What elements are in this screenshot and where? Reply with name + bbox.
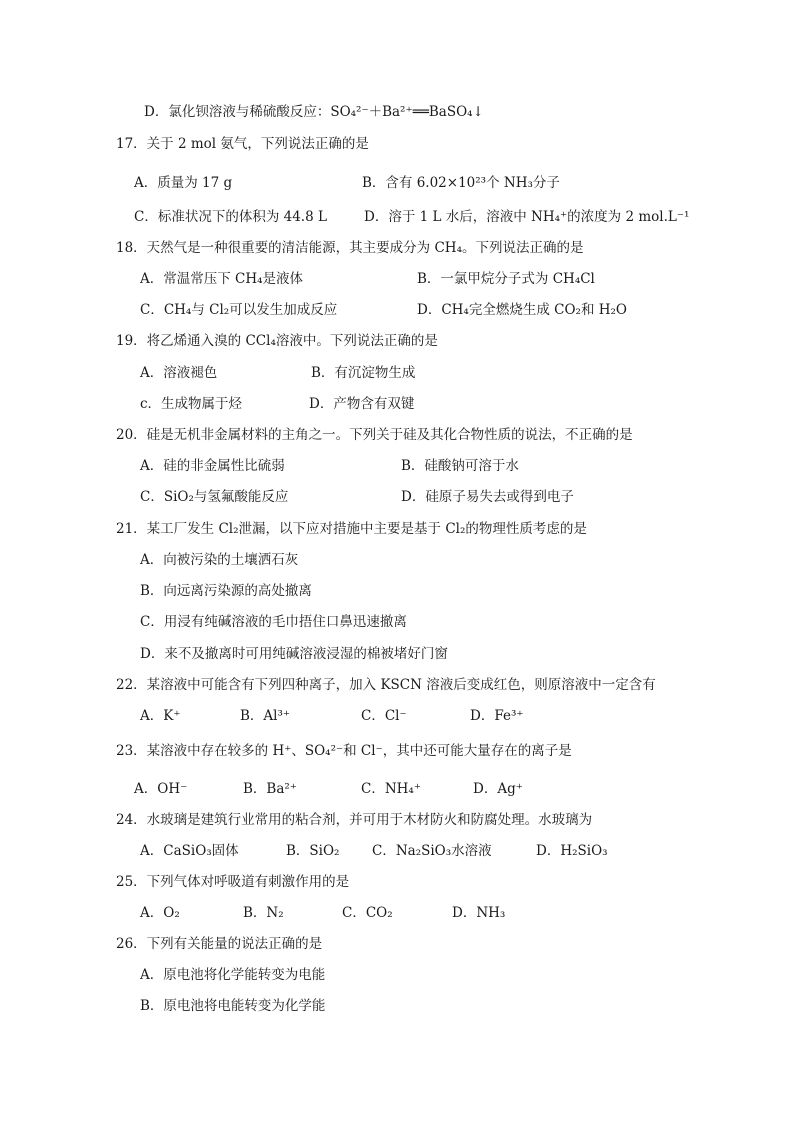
q24-option-c: C．Na₂SiO₃水溶液 — [372, 843, 492, 859]
q17-option-d: D．溶于 1 L 水后，溶液中 NH₄⁺的浓度为 2 mol.L⁻¹ — [364, 209, 690, 225]
q19-option-a: A．溶液褪色 — [140, 365, 218, 381]
question-22: 22．某溶液中可能含有下列四种离子，加入 KSCN 溶液后变成红色，则原溶液中一定含有 — [116, 677, 656, 693]
q18-option-b: B．一氯甲烷分子式为 CH₄Cl — [417, 271, 595, 287]
q21-option-d: D．来不及撤离时可用纯碱溶液浸湿的棉被堵好门窗 — [140, 646, 448, 662]
q24-option-d: D．H₂SiO₃ — [536, 843, 608, 859]
question-19: 19．将乙烯通入溴的 CCl₄溶液中。下列说法正确的是 — [116, 333, 438, 349]
q26-option-a: A．原电池将化学能转变为电能 — [140, 967, 326, 983]
question-26: 26．下列有关能量的说法正确的是 — [116, 936, 323, 952]
q24-option-a: A．CaSiO₃固体 — [140, 843, 239, 859]
q26-option-b: B．原电池将电能转变为化学能 — [140, 998, 326, 1014]
q23-option-d: D．Ag⁺ — [473, 781, 523, 797]
q21-option-b: B．向远离污染源的高处撤离 — [140, 583, 312, 599]
question-20: 20．硅是无机非金属材料的主角之一。下列关于硅及其化合物性质的说法，不正确的是 — [116, 427, 633, 443]
q17-option-b: B．含有 6.02×10²³个 NH₃分子 — [362, 175, 560, 191]
q16-option-d: D．氯化钡溶液与稀硫酸反应：SO₄²⁻＋Ba²⁺══BaSO₄↓ — [144, 104, 484, 120]
q17-option-a: A．质量为 17 g — [134, 175, 233, 191]
q20-option-a: A．硅的非金属性比硫弱 — [140, 458, 285, 474]
q24-option-b: B．SiO₂ — [286, 843, 340, 859]
q25-option-b: B．N₂ — [243, 905, 284, 921]
question-18: 18．天然气是一种很重要的清洁能源，其主要成分为 CH₄。下列说法正确的是 — [116, 240, 584, 256]
q22-option-d: D．Fe³⁺ — [470, 708, 524, 724]
q22-option-a: A．K⁺ — [140, 708, 181, 724]
q19-option-c: c．生成物属于烃 — [140, 396, 243, 412]
q25-option-d: D．NH₃ — [452, 905, 506, 921]
question-24: 24．水玻璃是建筑行业常用的粘合剂，并可用于木材防火和防腐处理。水玻璃为 — [116, 812, 593, 828]
q19-option-b: B．有沉淀物生成 — [311, 365, 416, 381]
q23-option-b: B．Ba²⁺ — [243, 781, 297, 797]
question-17: 17．关于 2 mol 氨气，下列说法正确的是 — [116, 136, 369, 152]
q21-option-a: A．向被污染的土壤洒石灰 — [140, 552, 299, 568]
q17-option-c: C．标准状况下的体积为 44.8 L — [134, 209, 327, 225]
q22-option-b: B．Al³⁺ — [240, 708, 291, 724]
q18-option-d: D．CH₄完全燃烧生成 CO₂和 H₂O — [417, 302, 627, 318]
q19-option-d: D．产物含有双键 — [309, 396, 415, 412]
q20-option-b: B．硅酸钠可溶于水 — [401, 458, 519, 474]
q23-option-a: A．OH⁻ — [134, 781, 188, 797]
q25-option-a: A．O₂ — [140, 905, 180, 921]
q21-option-c: C．用浸有纯碱溶液的毛巾捂住口鼻迅速撤离 — [140, 614, 407, 630]
q25-option-c: C．CO₂ — [342, 905, 393, 921]
question-23: 23．某溶液中存在较多的 H⁺、SO₄²⁻和 Cl⁻，其中还可能大量存在的离子是 — [116, 743, 572, 759]
q18-option-a: A．常温常压下 CH₄是液体 — [140, 271, 304, 287]
q23-option-c: C．NH₄⁺ — [361, 781, 421, 797]
q18-option-c: C．CH₄与 Cl₂可以发生加成反应 — [140, 302, 338, 318]
q22-option-c: C．Cl⁻ — [361, 708, 407, 724]
question-25: 25．下列气体对呼吸道有刺激作用的是 — [116, 874, 350, 890]
q20-option-c: C．SiO₂与氢氟酸能反应 — [140, 489, 289, 505]
q20-option-d: D．硅原子易失去或得到电子 — [401, 489, 574, 505]
question-21: 21．某工厂发生 Cl₂泄漏，以下应对措施中主要是基于 Cl₂的物理性质考虑的是 — [116, 521, 587, 537]
